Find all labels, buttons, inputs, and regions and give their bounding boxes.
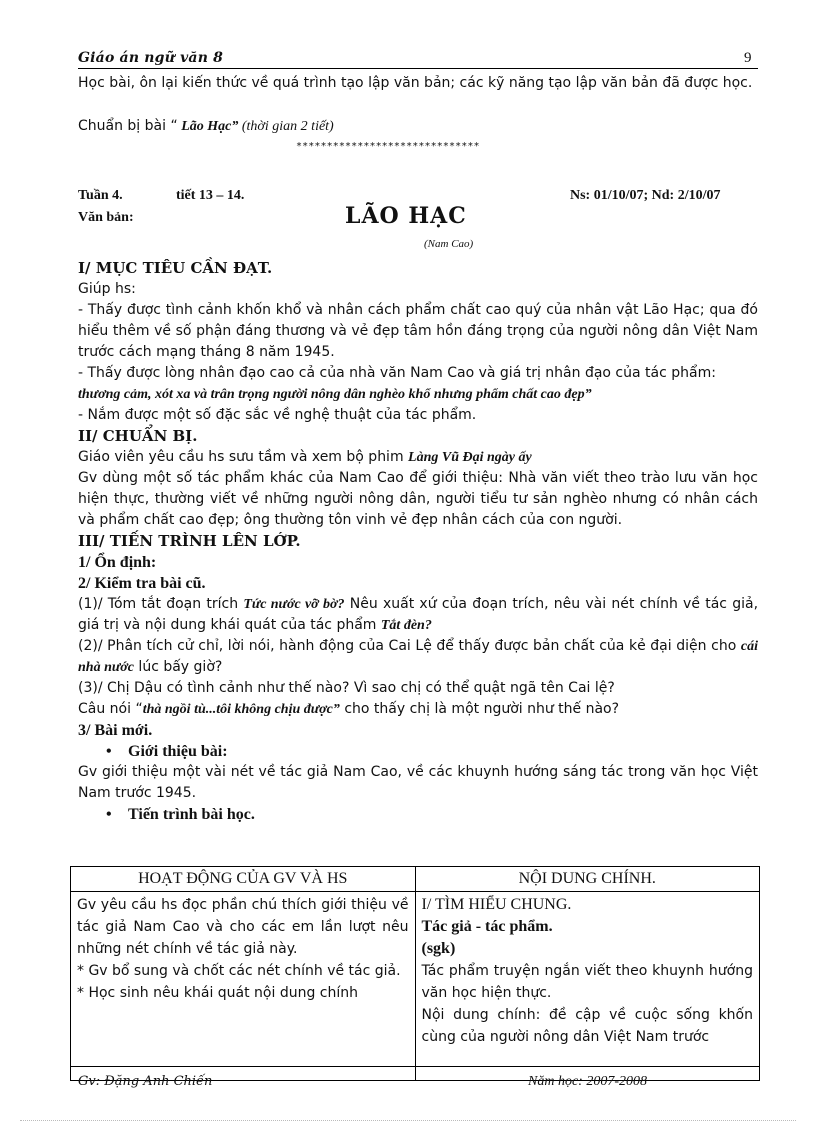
section-heading-objectives: I/ MỤC TIÊU CẦN ĐẠT.: [78, 259, 273, 277]
section-heading-preparation: II/ CHUẨN BỊ.: [78, 427, 198, 445]
lesson-activity-table: [70, 866, 760, 1081]
section-objectives: [78, 258, 758, 825]
review-question-title: Tức nước vỡ bờ?: [243, 597, 345, 612]
review-question: (3)/ Chị Dậu có tình cảnh như thế nào? Vì sao chị có thể quật ngã tên Cai lệ?: [78, 680, 615, 696]
review-question: [78, 636, 758, 678]
review-question-title: Tắt đèn?: [380, 618, 432, 633]
activity-text: * Học sinh nêu khái quát nội dung chính: [77, 985, 359, 1001]
objective-item: - Nắm được một số đặc sắc về nghệ thuật của tác phẩm.: [78, 407, 477, 423]
bullet-introduction: • Giới thiệu bài:: [78, 741, 758, 762]
table-row: [71, 892, 760, 1081]
review-question: [78, 594, 758, 636]
footer-school-year: Năm học: 2007-2008: [528, 1074, 647, 1089]
review-question-text: Câu nói “: [78, 701, 143, 717]
table-header-content: NỘI DUNG CHÍNH.: [415, 867, 760, 892]
table-cell-content: [415, 892, 760, 1081]
intro-prepare: [78, 116, 758, 137]
table-header-row: [71, 867, 760, 892]
bullet-lesson-flow: • Tiến trình bài học.: [78, 804, 758, 825]
header-title: Giáo án ngữ văn 8: [78, 50, 224, 66]
table-header-activities: HOẠT ĐỘNG CỦA GV VÀ HS: [71, 867, 416, 892]
separator-stars: ******************************: [296, 141, 480, 152]
preparation-paragraph: Gv dùng một số tác phẩm khác của Nam Cao để giới thiệu: Nhà văn viết theo trào lưu văn học hiện thực, thường viết về những người nông dân, người tiểu tư sản nghèo nhưng có nhân cách và phẩm chất cao đẹp; ông thường tôn vinh vẻ đẹp nhân cách của con người.: [78, 470, 758, 528]
objective-emphasis: thương cảm, xót xa và trân trọng người nông dân nghèo khổ nhưng phẩm chất cao đẹp”: [78, 387, 592, 402]
intro-prepare-title: Lão Hạc”: [177, 119, 239, 134]
preparation-line: [78, 447, 758, 468]
lesson-dates: Ns: 01/10/07; Nd: 2/10/07: [570, 188, 721, 203]
footer-rule: [70, 1066, 760, 1067]
lesson-author: (Nam Cao): [424, 238, 474, 250]
page-bottom-edge: [20, 1120, 796, 1121]
lesson-text-label: Văn bản:: [78, 210, 134, 225]
preparation-film: Làng Vũ Đại ngày ấy: [408, 450, 532, 465]
footer-teacher: Gv: Đặng Anh Chiến: [78, 1074, 213, 1089]
content-text: Nội dung chính: đề cập về cuộc sống khốn cùng của người nông dân Việt Nam trước: [421, 1007, 753, 1045]
step-stabilize: 1/ Ổn định:: [78, 554, 157, 571]
section-heading-procedure: III/ TIẾN TRÌNH LÊN LỚP.: [78, 532, 301, 550]
content-text: Tác phẩm truyện ngắn viết theo khuynh hướng văn học hiện thực.: [421, 963, 753, 1001]
intro-prepare-pre: Chuẩn bị bài “: [78, 118, 178, 134]
step-new-lesson: 3/ Bài mới.: [78, 722, 153, 739]
intro-homework: Học bài, ôn lại kiến thức về quá trình tạo lập văn bản; các kỹ năng tạo lập văn bản đã được học.: [78, 75, 753, 91]
review-question-text: Nêu xuất xứ của đoạn trích, nêu vài nét chính về tác giả, giá trị và nội dung khái quát của tác phẩm: [78, 596, 759, 633]
review-question-text: cho thấy chị là một người như thế nào?: [339, 701, 620, 717]
objective-item: - Thấy được tình cảnh khốn khổ và nhân cách phẩm chất cao quý của nhân vật Lão Hạc; qua đó hiểu thêm về số phận đáng thương và vẻ đẹp tâm hồn đáng trọng của người nông dân Việt Nam trước cách mạng tháng 8 năm 1945.: [78, 302, 758, 360]
content-heading: I/ TÌM HIỂU CHUNG.: [421, 896, 572, 913]
review-question-emphasis: cái nhà nước: [78, 639, 758, 675]
lesson-week: Tuần 4.: [78, 188, 123, 203]
content-reference: (sgk): [421, 940, 456, 957]
header-rule: [78, 68, 758, 69]
introduction-text: Gv giới thiệu một vài nét về tác giả Nam Cao, về các khuynh hướng sáng tác trong văn học Việt Nam trước 1945.: [78, 764, 758, 801]
content-subheading: Tác giả - tác phẩm.: [421, 918, 553, 935]
activity-text: * Gv bổ sung và chốt các nét chính về tác giả.: [77, 963, 401, 979]
step-review: 2/ Kiểm tra bài cũ.: [78, 575, 206, 592]
intro-prepare-note: (thời gian 2 tiết): [238, 119, 334, 134]
lesson-periods: tiết 13 – 14.: [176, 188, 245, 203]
objectives-help: Giúp hs:: [78, 281, 136, 297]
review-question-text: lúc bấy giờ?: [133, 659, 223, 675]
activity-text: Gv yêu cầu hs đọc phần chú thích giới thiệu về tác giả Nam Cao và cho các em lần lượt nêu những nét chính về tác giả này.: [77, 897, 409, 957]
table-cell-activities: [71, 892, 416, 1081]
review-question-text: (2)/ Phân tích cử chỉ, lời nói, hành động của Cai Lệ để thấy được bản chất của kẻ đại diện cho: [78, 638, 741, 654]
lesson-title: LÃO HẠC: [345, 203, 467, 229]
review-question: [78, 699, 758, 720]
review-question-quote: thà ngồi tù...tôi không chịu được”: [142, 702, 340, 717]
objective-item: - Thấy được lòng nhân đạo cao cả của nhà văn Nam Cao và giá trị nhân đạo của tác phẩm:: [78, 365, 716, 381]
review-question-text: (1)/ Tóm tắt đoạn trích: [78, 596, 244, 612]
page-number: 9: [744, 50, 752, 66]
preparation-text: Giáo viên yêu cầu hs sưu tầm và xem bộ phim: [78, 449, 409, 465]
